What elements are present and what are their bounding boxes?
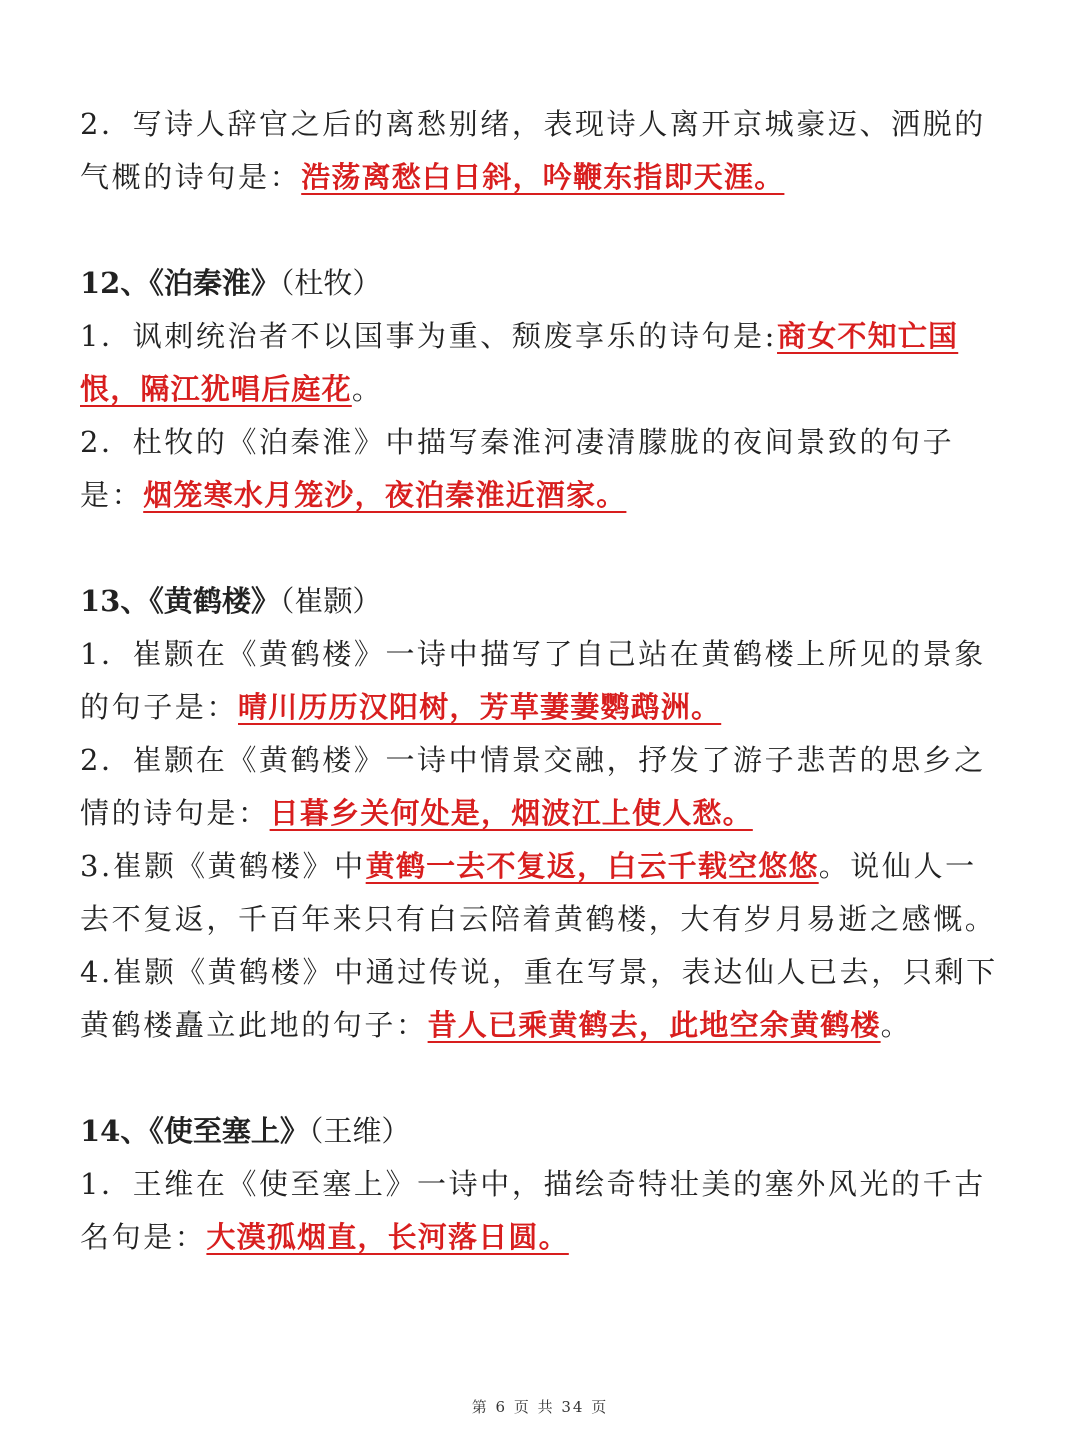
question-item (80, 98, 1005, 204)
question-text: 2．写诗人辞官之后的离愁别绪，表现诗人离开京城豪迈、洒脱的气概的诗句是： (80, 107, 986, 194)
question-tail: 。 (351, 372, 384, 406)
answer-text: 浩荡离愁白日斜，吟鞭东指即天涯。 (301, 160, 785, 194)
section-number: 14、 (80, 1114, 150, 1148)
poem-author: （王维） (308, 1114, 411, 1148)
question-item (80, 310, 1005, 416)
question-item (80, 946, 1005, 1052)
section-heading-13 (80, 575, 1005, 628)
poem-title: 《使至塞上》 (149, 1114, 309, 1148)
document-page (80, 98, 1005, 1264)
question-text: 2．杜牧的《泊秦淮》中描写秦淮河凄清朦胧的夜间景致的句子是： (80, 425, 955, 512)
section-number: 12、 (80, 266, 150, 300)
question-text: 1．王维在《使至塞上》一诗中，描绘奇特壮美的塞外风光的千古名句是： (80, 1167, 986, 1254)
answer-text: 大漠孤烟直，长河落日圆。 (206, 1220, 569, 1254)
poem-title: 《泊秦淮》 (149, 266, 280, 300)
answer-text: 烟笼寒水月笼沙，夜泊秦淮近酒家。 (143, 478, 627, 512)
poem-author: （崔颢） (279, 584, 382, 618)
question-tail: 。 (880, 1008, 913, 1042)
question-item (80, 416, 1005, 522)
answer-text: 昔人已乘黄鹤去，此地空余黄鹤楼 (427, 1008, 881, 1042)
question-text: 1．讽刺统治者不以国事为重、颓废享乐的诗句是: (80, 319, 778, 353)
question-text: 2．崔颢在《黄鹤楼》一诗中情景交融，抒发了游子悲苦的思乡之情的诗句是： (80, 743, 986, 830)
spacer (80, 1052, 1005, 1105)
poem-author: （杜牧） (279, 266, 382, 300)
page-footer: 第 6 页 共 34 页 (471, 1398, 609, 1416)
spacer (80, 204, 1005, 257)
answer-text: 日暮乡关何处是，烟波江上使人愁。 (269, 796, 753, 830)
question-item (80, 840, 1005, 946)
question-text: 4.崔颢《黄鹤楼》中通过传说，重在写景，表达仙人已去，只剩下黄鹤楼矗立此地的句子： (80, 955, 998, 1042)
answer-text: 晴川历历汉阳树，芳草萋萋鹦鹉洲。 (238, 690, 722, 724)
question-tail: 。说仙人一去不复返，千百年来只有白云陪着黄鹤楼，大有岁月易逝之感慨。 (80, 849, 997, 936)
question-item (80, 734, 1005, 840)
section-heading-12 (80, 257, 1005, 310)
section-heading-14 (80, 1105, 1005, 1158)
section-number: 13、 (80, 584, 150, 618)
poem-title: 《黄鹤楼》 (149, 584, 280, 618)
answer-text: 黄鹤一去不复返，白云千载空悠悠 (365, 849, 819, 883)
question-text: 1．崔颢在《黄鹤楼》一诗中描写了自己站在黄鹤楼上所见的景象的句子是： (80, 637, 986, 724)
spacer (80, 522, 1005, 575)
question-item (80, 628, 1005, 734)
question-item (80, 1158, 1005, 1264)
answer-text: 商女不知亡国恨，隔江犹唱后庭花 (80, 319, 959, 406)
question-text: 3.崔颢《黄鹤楼》中 (80, 849, 366, 883)
